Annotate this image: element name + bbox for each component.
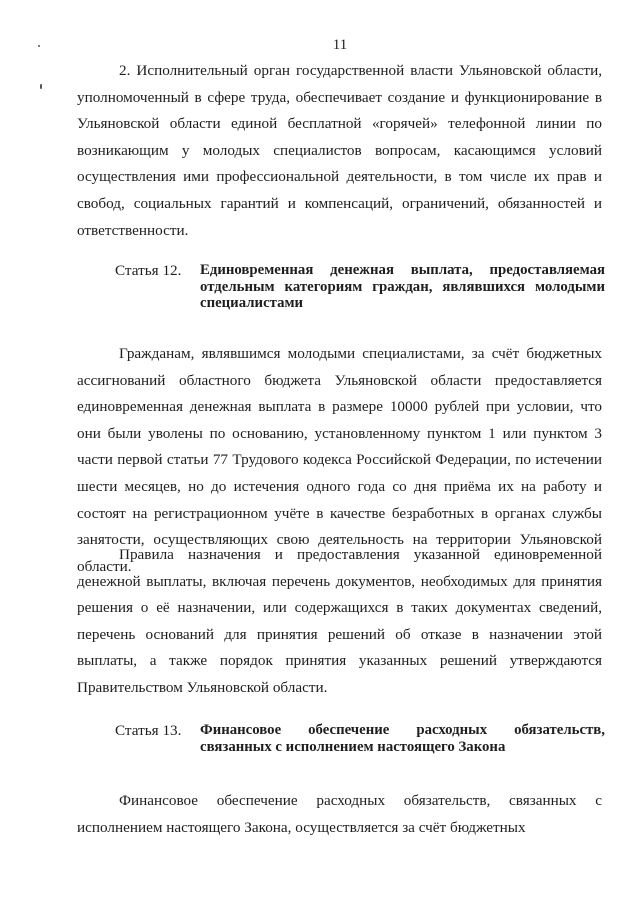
page-number: 11	[332, 37, 348, 53]
article-13-title: Финансовое обеспечение расходных обязательств, связанных с исполнением настоящего Закона	[200, 722, 605, 755]
article-12-label: Статья 12.	[115, 262, 182, 279]
article-13-label: Статья 13.	[115, 722, 182, 739]
paragraph-financing: Финансовое обеспечение расходных обязательств, связанных с исполнением настоящего Закона, осуществляется за счёт бюджетных	[77, 792, 602, 836]
paragraph-rules: Правила назначения и предоставления указанной единовременной денежной выплаты, включая перечень документов, необходимых для принятия решения о её назначении, или содержащихся в таких документах сведений, перечень оснований для принятия решений об отказе в назначении этой выплаты, а также порядок принятия указанных решений утверждаются Правительством Ульяновской области.	[77, 546, 602, 696]
paragraph-hotline: 2. Исполнительный орган государственной власти Ульяновской области, уполномоченный в сфере труда, обеспечивает создание и функционирование в Ульяновской области единой бесплатной «горячей» телефонной линии по возникающим у молодых специалистов вопросам, касающимся условий осуществления ими профессиональной деятельности, в том числе их прав и свобод, социальных гарантий и компенсаций, ограничений, обязанностей и ответственности.	[77, 62, 602, 239]
scan-speck	[40, 84, 42, 89]
paragraph-payment: Гражданам, являвшимся молодыми специалистами, за счёт бюджетных ассигнований областного бюджета Ульяновской области предоставляется единовременная денежная выплата в размере 10000 рублей при условии, что они были уволены по основанию, установленному пунктом 1 или пунктом 3 части первой статьи 77 Трудового кодекса Российской Федерации, по истечении шести месяцев, но до истечения одного года со дня приёма их на работу и состоят на регистрационном учёте в качестве безработных в органах службы занятости, осуществляющих свою деятельность на территории Ульяновской области.	[77, 345, 602, 575]
article-12-title: Единовременная денежная выплата, предоставляемая отдельным категориям граждан, являвшихся молодыми специалистами	[200, 262, 605, 312]
